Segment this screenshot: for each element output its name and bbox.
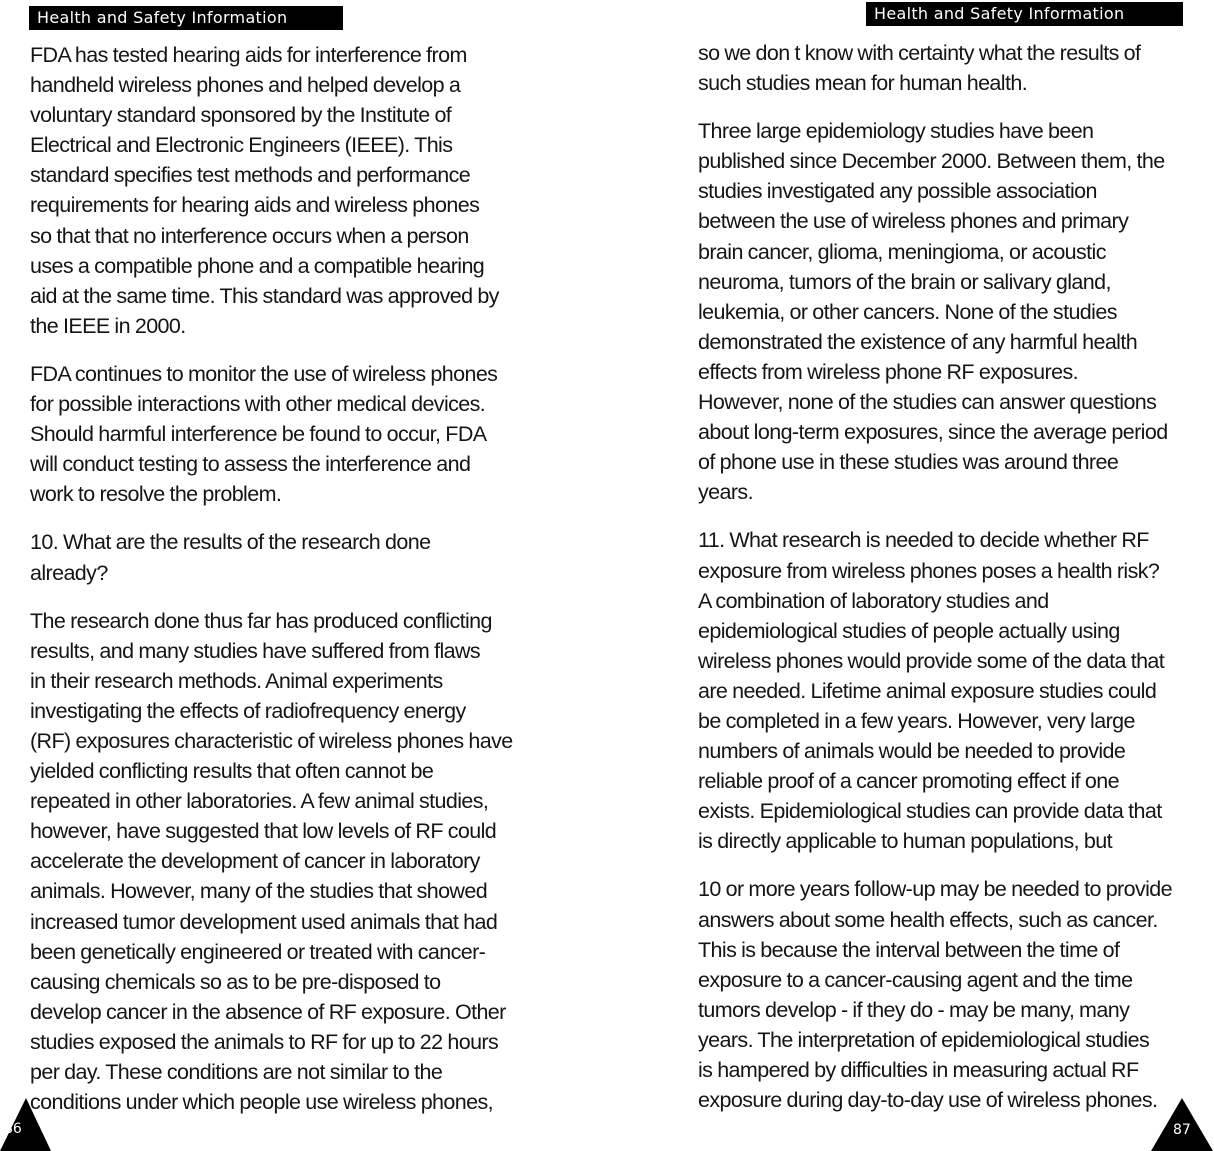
text-line: brain cancer, glioma, meningioma, or acoustic — [698, 239, 1106, 264]
right-page-body — [698, 38, 1198, 1115]
text-line: exposure during day-to-day use of wireless phones. — [698, 1088, 1158, 1113]
text-line: develop cancer in the absence of RF exposure. Other — [30, 999, 506, 1024]
page-number-badge — [1150, 1096, 1214, 1151]
text-line: years. The interpretation of epidemiological studies — [698, 1027, 1150, 1052]
text-line: voluntary standard sponsored by the Institute of — [30, 103, 452, 128]
text-line: is hampered by difficulties in measuring actual RF — [698, 1058, 1139, 1082]
text-line: results, and many studies have suffered from flaws — [30, 638, 481, 663]
text-line: demonstrated the existence of any harmful health — [698, 329, 1138, 354]
text-line: the IEEE in 2000. — [30, 313, 186, 338]
text-line: conditions under which people use wireless phones, — [30, 1090, 494, 1115]
text-line: FDA has tested hearing aids for interference from — [30, 43, 467, 67]
text-line: exposure from wireless phones poses a health risk? — [698, 558, 1160, 583]
text-line: The research done thus far has produced conflicting — [30, 608, 492, 633]
text-line: However, none of the studies can answer questions — [698, 390, 1157, 415]
text-line: studies exposed the animals to RF for up to 22 hours — [30, 1029, 499, 1054]
text-line: years. — [698, 480, 753, 505]
text-line: wireless phones would provide some of the data that — [698, 648, 1165, 673]
text-line: (RF) exposures characteristic of wireless phones have — [30, 728, 513, 753]
text-line: 10. What are the results of the research done — [30, 530, 431, 555]
text-line: repeated in other laboratories. A few animal studies, — [30, 789, 489, 814]
left-page-body — [30, 40, 530, 1117]
text-line: work to resolve the problem. — [30, 482, 282, 507]
text-line: numbers of animals would be needed to provide — [698, 739, 1126, 764]
paragraph — [698, 116, 1198, 507]
text-line: neuroma, tumors of the brain or salivary gland, — [698, 269, 1111, 294]
text-line: causing chemicals so as to be pre-disposed to — [30, 969, 441, 994]
text-line: published since December 2000. Between them, the — [698, 149, 1165, 174]
text-line: 11. What research is needed to decide whether RF — [698, 528, 1149, 553]
right-page — [607, 0, 1214, 1151]
text-line: requirements for hearing aids and wireless phones — [30, 193, 480, 218]
left-page-header: Health and Safety Information — [29, 6, 343, 30]
paragraph — [698, 525, 1198, 856]
text-line: Electrical and Electronic Engineers (IEEE). This — [30, 133, 453, 158]
text-line: between the use of wireless phones and primary — [698, 209, 1129, 234]
paragraph — [30, 606, 530, 1118]
page-number: 86 — [4, 1121, 22, 1137]
section-heading — [30, 527, 530, 587]
paragraph — [30, 40, 530, 341]
page-number-badge — [0, 1096, 52, 1151]
left-page — [0, 0, 600, 1151]
text-line: be completed in a few years. However, very large — [698, 708, 1135, 733]
text-line: are needed. Lifetime animal exposure studies could — [698, 678, 1157, 703]
text-line: animals. However, many of the studies that showed — [30, 879, 488, 904]
text-line: exists. Epidemiological studies can provide data that — [698, 799, 1162, 824]
text-line: studies investigated any possible association — [698, 179, 1097, 204]
text-line: already? — [30, 560, 108, 585]
text-line: This is because the interval between the time of — [698, 937, 1120, 962]
text-line: effects from wireless phone RF exposures. — [698, 359, 1078, 384]
text-line: FDA continues to monitor the use of wireless phones — [30, 361, 498, 386]
text-line: tumors develop - if they do - may be many, many — [698, 997, 1130, 1022]
text-line: accelerate the development of cancer in laboratory — [30, 849, 480, 874]
text-line: 10 or more years follow-up may be needed to provide — [698, 877, 1173, 902]
text-line: leukemia, or other cancers. None of the studies — [698, 299, 1117, 324]
text-line: Three large epidemiology studies have been — [698, 119, 1094, 144]
text-line: epidemiological studies of people actually using — [698, 618, 1120, 643]
text-line: standard specifies test methods and performance — [30, 163, 471, 188]
text-line: increased tumor development used animals that had — [30, 909, 498, 934]
right-page-header: Health and Safety Information — [866, 2, 1183, 26]
text-line: yielded conflicting results that often cannot be — [30, 759, 434, 784]
text-line: in their research methods. Animal experiments — [30, 668, 443, 693]
text-line: reliable proof of a cancer promoting effect if one — [698, 769, 1119, 794]
page-number: 87 — [1173, 1122, 1191, 1138]
text-line: so we don t know with certainty what the results of — [698, 41, 1141, 65]
text-line: investigating the effects of radiofrequency energy — [30, 698, 466, 723]
text-line: will conduct testing to assess the interference and — [30, 452, 471, 477]
text-line: such studies mean for human health. — [698, 71, 1028, 96]
paragraph — [30, 359, 530, 509]
text-line: about long-term exposures, since the average period — [698, 420, 1168, 445]
paragraph — [698, 38, 1198, 98]
text-line: aid at the same time. This standard was approved by — [30, 283, 499, 308]
text-line: per day. These conditions are not similar to the — [30, 1060, 443, 1084]
text-line: is directly applicable to human populations, but — [698, 829, 1112, 854]
text-line: of phone use in these studies was around three — [698, 450, 1119, 475]
text-line: so that that no interference occurs when a person — [30, 223, 469, 248]
text-line: for possible interactions with other medical devices. — [30, 392, 486, 417]
paragraph — [698, 874, 1198, 1115]
text-line: answers about some health effects, such as cancer. — [698, 907, 1158, 932]
text-line: exposure to a cancer-causing agent and the time — [698, 967, 1133, 992]
text-line: however, have suggested that low levels of RF could — [30, 819, 497, 844]
text-line: uses a compatible phone and a compatible hearing — [30, 253, 485, 278]
text-line: been genetically engineered or treated with cancer- — [30, 939, 486, 964]
text-line: A combination of laboratory studies and — [698, 588, 1049, 613]
text-line: Should harmful interference be found to occur, FDA — [30, 422, 487, 447]
text-line: handheld wireless phones and helped develop a — [30, 73, 461, 98]
